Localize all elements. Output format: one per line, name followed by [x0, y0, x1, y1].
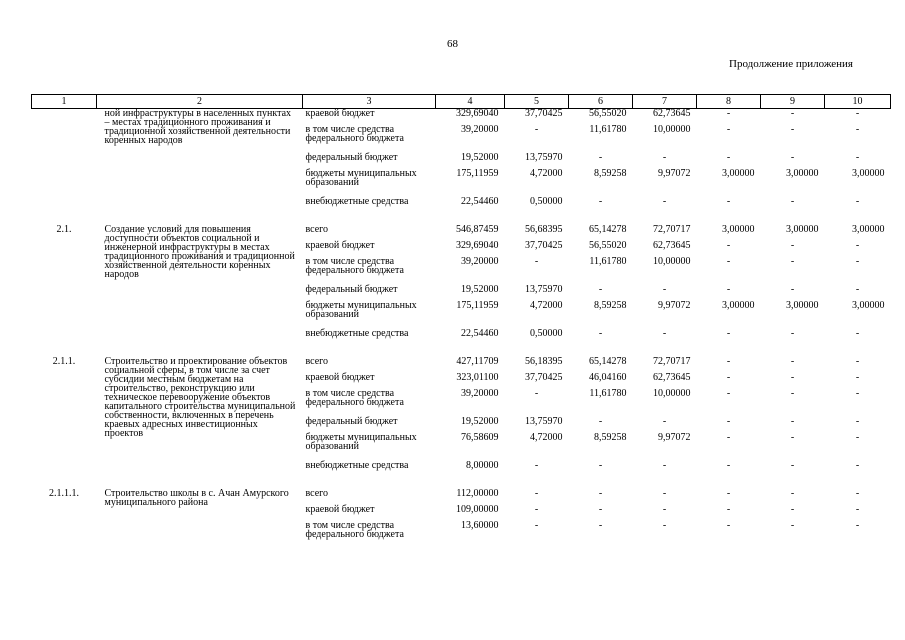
value-cell: - — [726, 415, 731, 427]
value-cell: - — [726, 487, 731, 499]
funding-source: краевой бюджет — [305, 371, 375, 383]
column-header: 4 — [436, 95, 505, 109]
value-cell: - — [726, 239, 731, 251]
item-number: 2.1.1.1. — [49, 487, 79, 499]
value-cell: - — [855, 519, 860, 531]
value-cell: 112,00000 — [456, 487, 499, 499]
table-row — [32, 109, 891, 125]
value-cell: - — [726, 151, 731, 163]
value-cell: - — [726, 387, 731, 399]
value-cell: - — [534, 487, 539, 499]
value-cell: 10,00000 — [653, 255, 691, 267]
value-cell: 427,11709 — [456, 355, 499, 367]
value-cell: 0,50000 — [530, 327, 563, 339]
value-cell: 323,01100 — [456, 371, 499, 383]
item-number: 2.1. — [56, 223, 72, 235]
value-cell: - — [662, 459, 667, 471]
value-cell: 19,52000 — [461, 283, 499, 295]
value-cell: 10,00000 — [653, 387, 691, 399]
value-cell: 13,75970 — [525, 283, 563, 295]
value-cell: - — [855, 355, 860, 367]
funding-source: федеральный бюджет — [305, 415, 398, 427]
value-cell: - — [855, 151, 860, 163]
continuation-label: Продолжение приложения — [729, 58, 853, 70]
value-cell: - — [598, 327, 603, 339]
value-cell: 11,61780 — [589, 387, 627, 399]
value-cell: - — [790, 519, 795, 531]
item-name: ной инфраструктуры в населенных пунктах – местах традиционного проживания и традиционной хозяйственной деятельности коренных народов — [104, 108, 292, 146]
column-header: 1 — [32, 95, 97, 109]
funding-source: федеральный бюджет — [305, 283, 398, 295]
value-cell: - — [790, 108, 795, 119]
value-cell: - — [598, 459, 603, 471]
value-cell: 56,55020 — [589, 239, 627, 251]
value-cell: - — [726, 503, 731, 515]
value-cell: - — [598, 151, 603, 163]
value-cell: - — [662, 195, 667, 207]
value-cell: 8,59258 — [594, 299, 627, 311]
value-cell: - — [662, 503, 667, 515]
value-cell: 8,59258 — [594, 167, 627, 179]
column-header: 7 — [633, 95, 697, 109]
page-number: 68 — [447, 38, 458, 50]
value-cell: 62,73645 — [653, 239, 691, 251]
value-cell: - — [790, 503, 795, 515]
value-cell: - — [855, 255, 860, 267]
value-cell: - — [598, 283, 603, 295]
value-cell: 109,00000 — [456, 503, 499, 515]
value-cell: 3,00000 — [786, 299, 819, 311]
value-cell: - — [790, 387, 795, 399]
value-cell: 76,58609 — [461, 431, 499, 443]
item-name: Строительство и проектирование объектов социальной сферы, в том числе за счет субсидии местным бюджетам на строительство, реконструкцию или техническое перевооружение объектов капитального строительства муниципальной собственности, включенных в перечень краевых адресных инвестиционных проектов — [104, 355, 296, 439]
column-header: 10 — [825, 95, 891, 109]
value-cell: - — [726, 459, 731, 471]
funding-source: бюджеты муниципальных образований — [305, 167, 417, 188]
value-cell: - — [662, 151, 667, 163]
value-cell: 19,52000 — [461, 151, 499, 163]
funding-source: всего — [305, 355, 329, 367]
value-cell: - — [534, 387, 539, 399]
value-cell: - — [790, 371, 795, 383]
value-cell: 22,54460 — [461, 195, 499, 207]
value-cell: - — [855, 108, 860, 119]
value-cell: - — [855, 239, 860, 251]
value-cell: 72,70717 — [653, 223, 691, 235]
value-cell: - — [662, 283, 667, 295]
value-cell: 3,00000 — [722, 167, 755, 179]
value-cell: 13,60000 — [461, 519, 499, 531]
column-header: 8 — [697, 95, 761, 109]
value-cell: - — [726, 255, 731, 267]
value-cell: - — [662, 487, 667, 499]
value-cell: 65,14278 — [589, 223, 627, 235]
header-row — [32, 95, 891, 109]
value-cell: - — [726, 371, 731, 383]
value-cell: - — [790, 195, 795, 207]
funding-source: внебюджетные средства — [305, 195, 409, 207]
value-cell: - — [598, 503, 603, 515]
value-cell: 9,97072 — [658, 167, 691, 179]
funding-source: в том числе средства федерального бюджета — [305, 255, 404, 276]
item-name: Создание условий для повышения доступности объектов социальной и инженерной инфраструктуры в местах традиционного проживания и традиционной хозяйственной деятельности коренных народов — [104, 223, 295, 280]
value-cell: - — [534, 459, 539, 471]
value-cell: 19,52000 — [461, 415, 499, 427]
value-cell: 10,00000 — [653, 123, 691, 135]
value-cell: 546,87459 — [456, 223, 499, 235]
value-cell: 46,04160 — [589, 371, 627, 383]
value-cell: 37,70425 — [525, 239, 563, 251]
value-cell: - — [726, 431, 731, 443]
value-cell: 175,11959 — [456, 299, 499, 311]
value-cell: - — [534, 123, 539, 135]
funding-source: бюджеты муниципальных образований — [305, 299, 417, 320]
value-cell: - — [855, 503, 860, 515]
item-name: Строительство школы в с. Ачан Амурского муниципального района — [104, 487, 289, 508]
table-row — [32, 225, 891, 241]
value-cell: 4,72000 — [530, 431, 563, 443]
funding-source: в том числе средства федерального бюджета — [305, 519, 404, 540]
value-cell: 8,59258 — [594, 431, 627, 443]
column-header: 2 — [97, 95, 303, 109]
value-cell: 39,20000 — [461, 255, 499, 267]
value-cell: - — [726, 108, 731, 119]
value-cell: 22,54460 — [461, 327, 499, 339]
value-cell: - — [855, 283, 860, 295]
value-cell: 175,11959 — [456, 167, 499, 179]
value-cell: - — [790, 487, 795, 499]
value-cell: - — [790, 239, 795, 251]
funding-source: всего — [305, 223, 329, 235]
value-cell: 329,69040 — [456, 108, 499, 119]
value-cell: 3,00000 — [852, 223, 885, 235]
value-cell: - — [534, 255, 539, 267]
value-cell: 62,73645 — [653, 108, 691, 119]
value-cell: - — [662, 519, 667, 531]
value-cell: 3,00000 — [852, 299, 885, 311]
value-cell: - — [855, 195, 860, 207]
value-cell: 9,97072 — [658, 431, 691, 443]
value-cell: - — [726, 327, 731, 339]
table-row — [32, 357, 891, 373]
value-cell: 56,18395 — [525, 355, 563, 367]
value-cell: - — [855, 123, 860, 135]
value-cell: - — [726, 195, 731, 207]
value-cell: - — [855, 431, 860, 443]
value-cell: - — [855, 327, 860, 339]
value-cell: - — [790, 255, 795, 267]
value-cell: 3,00000 — [722, 223, 755, 235]
value-cell: - — [662, 327, 667, 339]
column-header: 9 — [761, 95, 825, 109]
value-cell: 39,20000 — [461, 123, 499, 135]
value-cell: 4,72000 — [530, 167, 563, 179]
funding-source: бюджеты муниципальных образований — [305, 431, 417, 452]
value-cell: 72,70717 — [653, 355, 691, 367]
item-number — [32, 109, 97, 225]
funding-source: в том числе средства федерального бюджета — [305, 387, 404, 408]
table-body — [32, 109, 891, 549]
value-cell: - — [855, 371, 860, 383]
value-cell: - — [855, 487, 860, 499]
value-cell: - — [790, 355, 795, 367]
value-cell: - — [534, 503, 539, 515]
column-header: 6 — [569, 95, 633, 109]
value-cell: - — [790, 431, 795, 443]
value-cell: 39,20000 — [461, 387, 499, 399]
value-cell: 65,14278 — [589, 355, 627, 367]
table-row — [32, 489, 891, 505]
funding-source: федеральный бюджет — [305, 151, 398, 163]
value-cell: 13,75970 — [525, 151, 563, 163]
value-cell: - — [726, 283, 731, 295]
column-header: 5 — [505, 95, 569, 109]
funding-source: внебюджетные средства — [305, 459, 409, 471]
value-cell: - — [790, 283, 795, 295]
value-cell: - — [790, 151, 795, 163]
value-cell: 56,55020 — [589, 108, 627, 119]
value-cell: 3,00000 — [786, 223, 819, 235]
value-cell: - — [726, 355, 731, 367]
value-cell: 4,72000 — [530, 299, 563, 311]
value-cell: 3,00000 — [722, 299, 755, 311]
funding-source: краевой бюджет — [305, 239, 375, 251]
value-cell: - — [598, 519, 603, 531]
funding-source: краевой бюджет — [305, 503, 375, 515]
funding-source: всего — [305, 487, 329, 499]
funding-source: внебюджетные средства — [305, 327, 409, 339]
value-cell: 37,70425 — [525, 371, 563, 383]
value-cell: - — [662, 415, 667, 427]
value-cell: 3,00000 — [852, 167, 885, 179]
value-cell: 329,69040 — [456, 239, 499, 251]
value-cell: 8,00000 — [466, 459, 499, 471]
item-number: 2.1.1. — [52, 355, 76, 367]
budget-table — [31, 94, 891, 549]
column-header: 3 — [303, 95, 436, 109]
value-cell: 3,00000 — [786, 167, 819, 179]
value-cell: 56,68395 — [525, 223, 563, 235]
value-cell: 0,50000 — [530, 195, 563, 207]
value-cell: 37,70425 — [525, 108, 563, 119]
value-cell: - — [598, 195, 603, 207]
value-cell: - — [855, 415, 860, 427]
value-cell: - — [726, 519, 731, 531]
table-header — [32, 95, 891, 109]
value-cell: - — [790, 123, 795, 135]
value-cell: - — [855, 459, 860, 471]
value-cell: - — [726, 123, 731, 135]
value-cell: - — [790, 327, 795, 339]
funding-source: в том числе средства федерального бюджета — [305, 123, 404, 144]
value-cell: - — [534, 519, 539, 531]
value-cell: 9,97072 — [658, 299, 691, 311]
value-cell: - — [790, 459, 795, 471]
value-cell: - — [790, 415, 795, 427]
value-cell: - — [598, 487, 603, 499]
value-cell: 11,61780 — [589, 255, 627, 267]
value-cell: 11,61780 — [589, 123, 627, 135]
value-cell: - — [855, 387, 860, 399]
value-cell: - — [598, 415, 603, 427]
funding-source: краевой бюджет — [305, 108, 375, 119]
value-cell: 13,75970 — [525, 415, 563, 427]
value-cell: 62,73645 — [653, 371, 691, 383]
